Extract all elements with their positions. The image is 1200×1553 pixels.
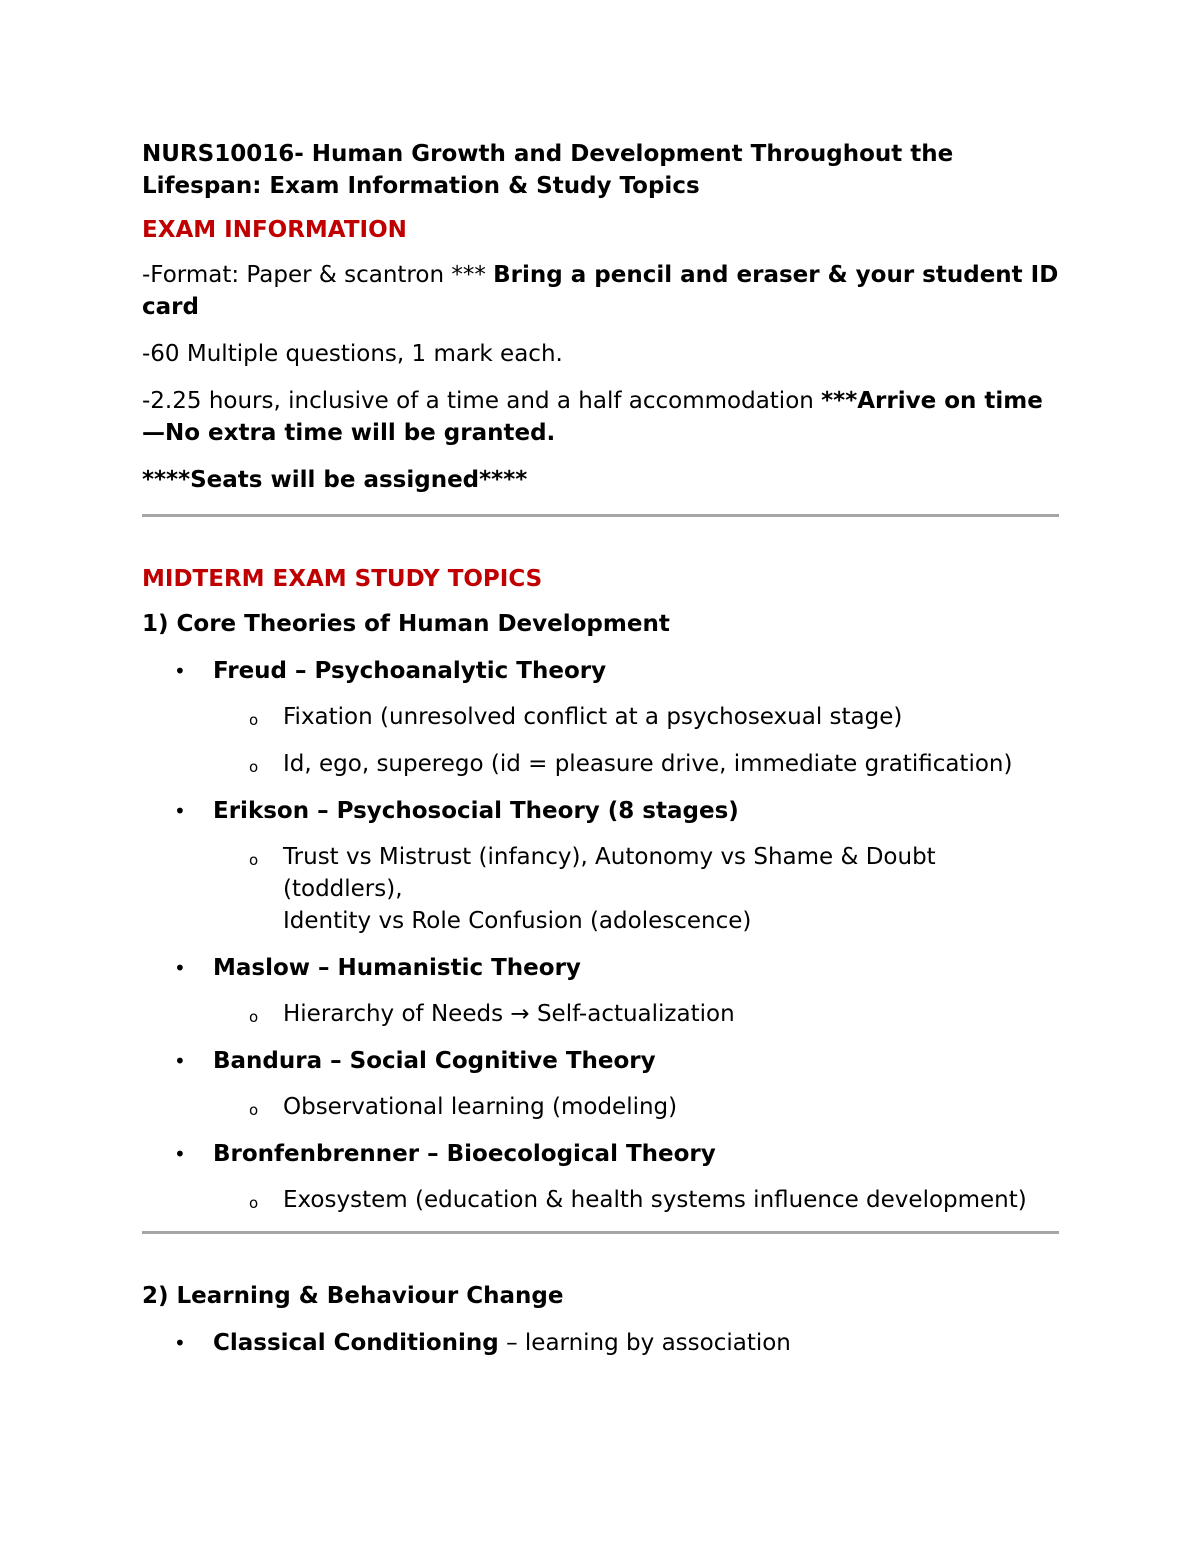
- sub-bullet-icon: o: [249, 758, 259, 776]
- theory-point: [213, 1184, 1062, 1216]
- sub-bullet-icon: o: [249, 711, 259, 729]
- format-text: -Format: Paper & scantron ***: [142, 262, 494, 288]
- point-text: Trust vs Mistrust (infancy), Autonomy vs Shame & Doubt (toddlers),: [283, 844, 936, 902]
- document-page: [142, 138, 1062, 1374]
- exam-seats: [142, 464, 1062, 496]
- learning-definition: – learning by association: [498, 1330, 791, 1356]
- section-1-title: 1) Core Theories of Human Development: [142, 611, 670, 637]
- format-emphasis: Bring a pencil and eraser & your student ID card: [142, 262, 1059, 320]
- document-title: [142, 138, 1062, 202]
- theory-name: Bandura – Social Cognitive Theory: [213, 1048, 656, 1074]
- sub-bullet-icon: o: [249, 1194, 259, 1212]
- point-text: Hierarchy of Needs → Self-actualization: [283, 1001, 735, 1027]
- bullet-icon: •: [174, 1331, 186, 1355]
- theory-name: Bronfenbrenner – Bioecological Theory: [213, 1141, 716, 1167]
- theory-points: [213, 701, 1062, 780]
- theory-name: Erikson – Psychosocial Theory (8 stages): [213, 798, 739, 824]
- horizontal-divider: [142, 1231, 1059, 1234]
- sub-bullet-icon: o: [249, 1008, 259, 1026]
- sub-bullet-icon: o: [249, 851, 259, 869]
- theory-point: [213, 701, 1062, 733]
- exam-information-heading: EXAM INFORMATION: [142, 217, 407, 243]
- theory-point: [213, 998, 1062, 1030]
- theory-item: [142, 1138, 1062, 1216]
- point-text: Identity vs Role Confusion (adolescence): [283, 908, 752, 934]
- seats-text: ****Seats will be assigned****: [142, 467, 528, 493]
- midterm-topics-heading: MIDTERM EXAM STUDY TOPICS: [142, 566, 543, 592]
- theory-item: [142, 795, 1062, 937]
- theory-points: [213, 998, 1062, 1030]
- theory-point: [213, 841, 1062, 937]
- section-2-title: 2) Learning & Behaviour Change: [142, 1283, 564, 1309]
- bullet-icon: •: [174, 1049, 186, 1073]
- theory-name: Maslow – Humanistic Theory: [213, 955, 581, 981]
- learning-term: Classical Conditioning: [213, 1330, 499, 1356]
- bullet-icon: •: [174, 956, 186, 980]
- duration-text: -2.25 hours, inclusive of a time and a half accommodation: [142, 388, 822, 414]
- theory-list: [142, 655, 1062, 1216]
- theory-point: [213, 748, 1062, 780]
- title-line-1: NURS10016- Human Growth and Development Throughout the: [142, 141, 954, 167]
- theory-name: Freud – Psychoanalytic Theory: [213, 658, 607, 684]
- theory-item: [142, 1045, 1062, 1123]
- title-line-2: Lifespan: Exam Information & Study Topics: [142, 173, 700, 199]
- exam-duration: [142, 385, 1062, 449]
- sub-bullet-icon: o: [249, 1101, 259, 1119]
- point-text: Observational learning (modeling): [283, 1094, 678, 1120]
- theory-point: [213, 1091, 1062, 1123]
- exam-questions: -60 Multiple questions, 1 mark each.: [142, 341, 563, 367]
- theory-points: [213, 1184, 1062, 1216]
- bullet-icon: •: [174, 659, 186, 683]
- learning-list: [142, 1327, 1062, 1359]
- theory-points: [213, 841, 1062, 937]
- exam-format: [142, 259, 1062, 323]
- duration-emphasis: ***Arrive on time—No extra time will be granted.: [142, 388, 1043, 446]
- horizontal-divider: [142, 514, 1059, 517]
- theory-item: [142, 655, 1062, 780]
- theory-item: [142, 952, 1062, 1030]
- bullet-icon: •: [174, 1142, 186, 1166]
- point-text: Id, ego, superego (id = pleasure drive, immediate gratification): [283, 751, 1013, 777]
- theory-points: [213, 1091, 1062, 1123]
- point-text: Fixation (unresolved conflict at a psychosexual stage): [283, 704, 903, 730]
- point-text: Exosystem (education & health systems influence development): [283, 1187, 1027, 1213]
- bullet-icon: •: [174, 799, 186, 823]
- learning-item: [142, 1327, 1062, 1359]
